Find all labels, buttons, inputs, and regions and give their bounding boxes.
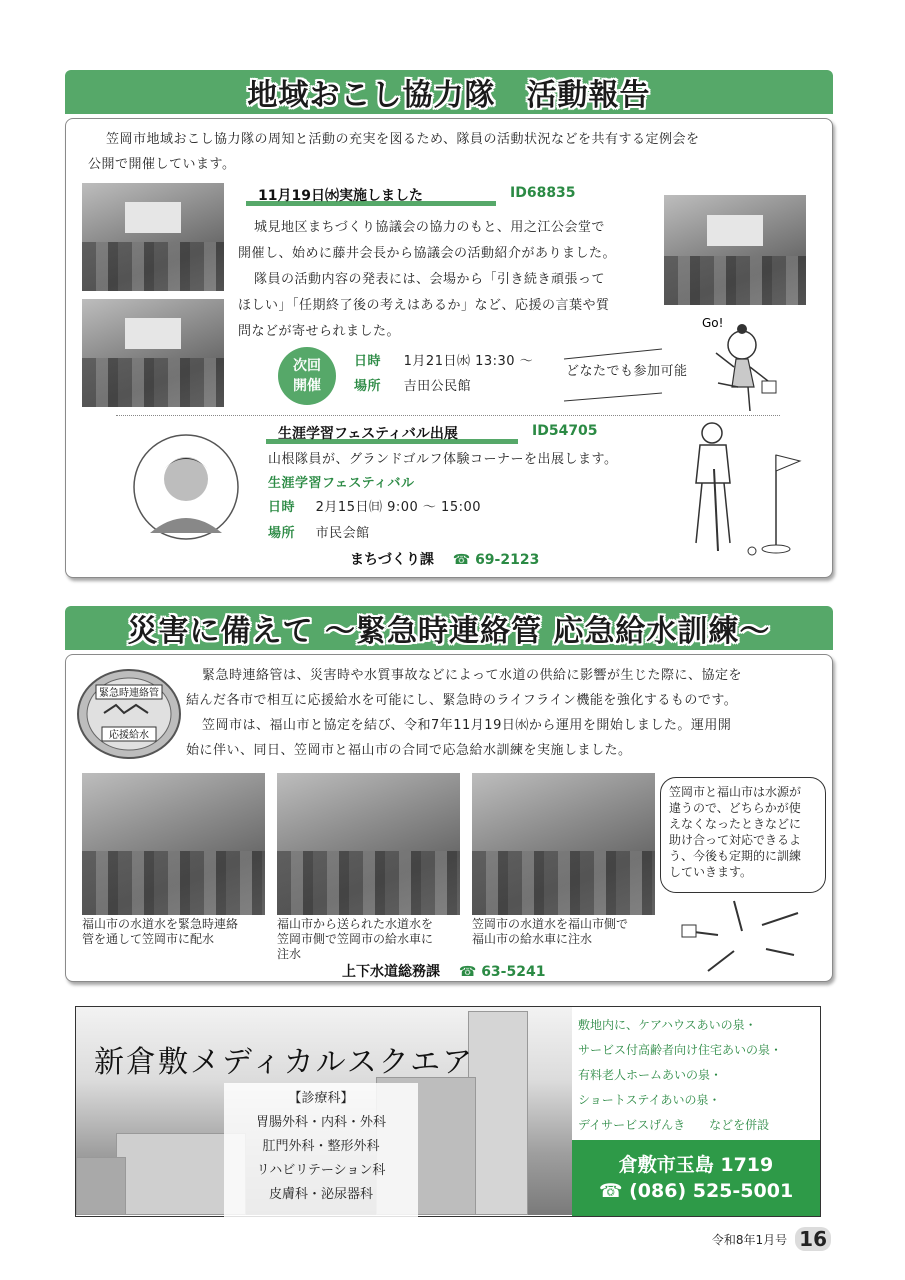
report-line-4: ほしい」「任期終了後の考えはあるか」など、応援の言葉や質: [238, 298, 610, 313]
festival-date-label: 日時: [268, 500, 296, 515]
report-line-2: 開催し、始めに藤井会長から協議会の活動紹介がありました。: [238, 246, 617, 261]
bubble-line-2: 違うので、どちらかが使: [669, 801, 801, 815]
water-line-2: 結んだ各市で相互に応援給水を可能にし、緊急時のライフライン機能を強化するものです。: [186, 693, 738, 708]
festival-event-name: 生涯学習フェスティバル: [268, 476, 415, 491]
ad-dept-1: 胃腸外科・内科・外科: [255, 1115, 386, 1130]
caption-3-line-1: 笠岡市の水道水を福山市側で: [472, 917, 629, 931]
section1-contact-tel: ☎ 69-2123: [452, 552, 540, 568]
cheering-girl-icon: [696, 311, 786, 413]
member-portrait: [128, 429, 244, 545]
ad-facility-2: サービス付高齢者向け住宅あいの泉・: [578, 1043, 783, 1057]
ad-address: 倉敷市玉島 1719: [618, 1154, 774, 1176]
water-line-1: 緊急時連絡管は、災害時や水質事故などによって水道の供給に影響が生じた際に、協定を: [202, 668, 743, 683]
meeting-photo-3: [664, 195, 806, 305]
go-text: Go!: [702, 316, 724, 330]
section1-title: 地域おこし協力隊 活動報告: [247, 78, 651, 113]
festival-place-label: 場所: [268, 526, 296, 541]
section2-panel: [65, 654, 833, 982]
ad-facility-5: デイサービスげんき などを併設: [578, 1118, 770, 1132]
caption-1-line-1: 福山市の水道水を緊急時連絡: [82, 917, 239, 931]
section1-panel: [65, 118, 833, 578]
report-heading: 11月19日㈬実施しました: [258, 188, 423, 204]
training-photo-3: [472, 773, 655, 915]
festival-id: ID54705: [532, 423, 598, 439]
report-line-5: 問などが寄せられました。: [238, 324, 401, 339]
section1-divider: [116, 415, 780, 416]
next-place-value: 吉田公民館: [403, 379, 472, 394]
hospital-ad: [75, 1006, 821, 1217]
ad-title: 新倉敷メディカルスクエア: [94, 1045, 475, 1080]
training-photo-1: [82, 773, 265, 915]
section2-title: 災害に備えて ～緊急時連絡管 応急給水訓練～: [127, 614, 771, 649]
bubble-line-6: していきます。: [669, 865, 753, 879]
next-place-row: [354, 374, 471, 399]
ad-departments: [224, 1083, 418, 1217]
next-date-label: 日時: [354, 354, 382, 369]
water-line-3: 笠岡市は、福山市と協定を結び、令和7年11月19日㈬から運用を開始しました。運用開: [202, 718, 732, 733]
bubble-line-3: えなくなったときなどに: [669, 817, 802, 831]
ad-address-block: [572, 1140, 820, 1216]
festival-date-value: 2月15日㈰ 9:00 ～ 15:00: [315, 500, 482, 515]
ad-facility-3: 有料老人ホームあいの泉・: [578, 1068, 723, 1082]
ad-dept-4: 皮膚科・泌尿器科: [268, 1187, 373, 1202]
helping-hands-icon: [678, 895, 808, 975]
ad-dept-heading: 【診療科】: [288, 1091, 354, 1106]
ad-facilities: [578, 1013, 782, 1138]
next-date-row: [354, 349, 533, 374]
info-bubble: [660, 777, 826, 893]
bubble-line-5: う、今後も定期的に訓練: [669, 849, 802, 863]
ground-golf-player-icon: [678, 419, 808, 559]
next-meeting-badge: [278, 347, 336, 405]
festival-desc: 山根隊員が、グランドゴルフ体験コーナーを出展します。: [268, 452, 618, 467]
page-footer: [712, 1227, 831, 1251]
section2-contact-tel: ☎ 63-5241: [458, 964, 546, 980]
report-line-3: 隊員の活動内容の発表には、会場から「引き続き頑張って: [254, 272, 606, 287]
ad-facility-4: ショートステイあいの泉・: [578, 1093, 721, 1107]
festival-place-value: 市民会館: [315, 526, 370, 541]
caption-2-line-1: 福山市から送られた水道水を: [277, 917, 434, 931]
page-number: 16: [795, 1227, 831, 1251]
festival-heading: 生涯学習フェスティバル出展: [278, 426, 458, 442]
manhole-cover-icon: [76, 667, 182, 761]
report-line-1: 城見地区まちづくり協議会の協力のもと、用之江公会堂で: [254, 220, 605, 235]
section2-contact-dept: 上下水道総務課: [342, 964, 440, 980]
next-badge-line2: 開催: [293, 378, 321, 394]
meeting-photo-1: [82, 183, 224, 291]
meeting-photo-2: [82, 299, 224, 407]
caption-2-line-3: 注水: [277, 947, 302, 961]
report-id: ID68835: [510, 185, 576, 201]
section1-intro-line1: 笠岡市地域おこし協力隊の周知と活動の充実を図るため、隊員の活動状況などを共有する定例会を: [106, 132, 700, 147]
section2-banner: [65, 606, 833, 650]
manhole-label-2: 応援給水: [109, 730, 149, 741]
next-place-label: 場所: [354, 379, 382, 394]
next-badge-line1: 次回: [293, 358, 321, 374]
caption-2-line-2: 笠岡市側で笠岡市の給水車に: [277, 932, 434, 946]
ad-info: [572, 1007, 820, 1215]
festival-date-row: [268, 495, 481, 520]
festival-place-row: [268, 521, 370, 546]
section1-contact: [350, 549, 539, 569]
manhole-label-1: 緊急時連絡管: [99, 688, 159, 699]
water-line-4: 始に伴い、同日、笠岡市と福山市の合同で応急給水訓練を実施しました。: [186, 743, 632, 758]
next-note: どなたでも参加可能: [566, 364, 688, 379]
ad-dept-2: 肛門外科・整形外科: [262, 1139, 380, 1154]
section1-contact-dept: まちづくり課: [350, 552, 434, 568]
bubble-line-4: 助け合って対応できるよ: [669, 833, 802, 847]
caption-3-line-2: 福山市の給水車に注水: [472, 932, 593, 946]
caption-1: [82, 917, 272, 947]
ad-tel: ☎ (086) 525-5001: [598, 1180, 794, 1202]
ad-facility-1: 敷地内に、ケアハウスあいの泉・: [578, 1018, 757, 1032]
ad-dept-3: リハビリテーション科: [256, 1163, 386, 1178]
caption-1-line-2: 管を通して笠岡市に配水: [82, 932, 215, 946]
bubble-line-1: 笠岡市と福山市は水源が: [669, 785, 802, 799]
section2-contact: [342, 961, 545, 981]
caption-3: [472, 917, 662, 947]
issue-label: 令和8年1月号: [711, 1232, 788, 1247]
section1-banner: [65, 70, 833, 114]
next-date-value: 1月21日㈬ 13:30 ～: [403, 354, 534, 369]
caption-2: [277, 917, 467, 962]
section1-intro-line2: 公開で開催しています。: [88, 157, 236, 172]
training-photo-2: [277, 773, 460, 915]
